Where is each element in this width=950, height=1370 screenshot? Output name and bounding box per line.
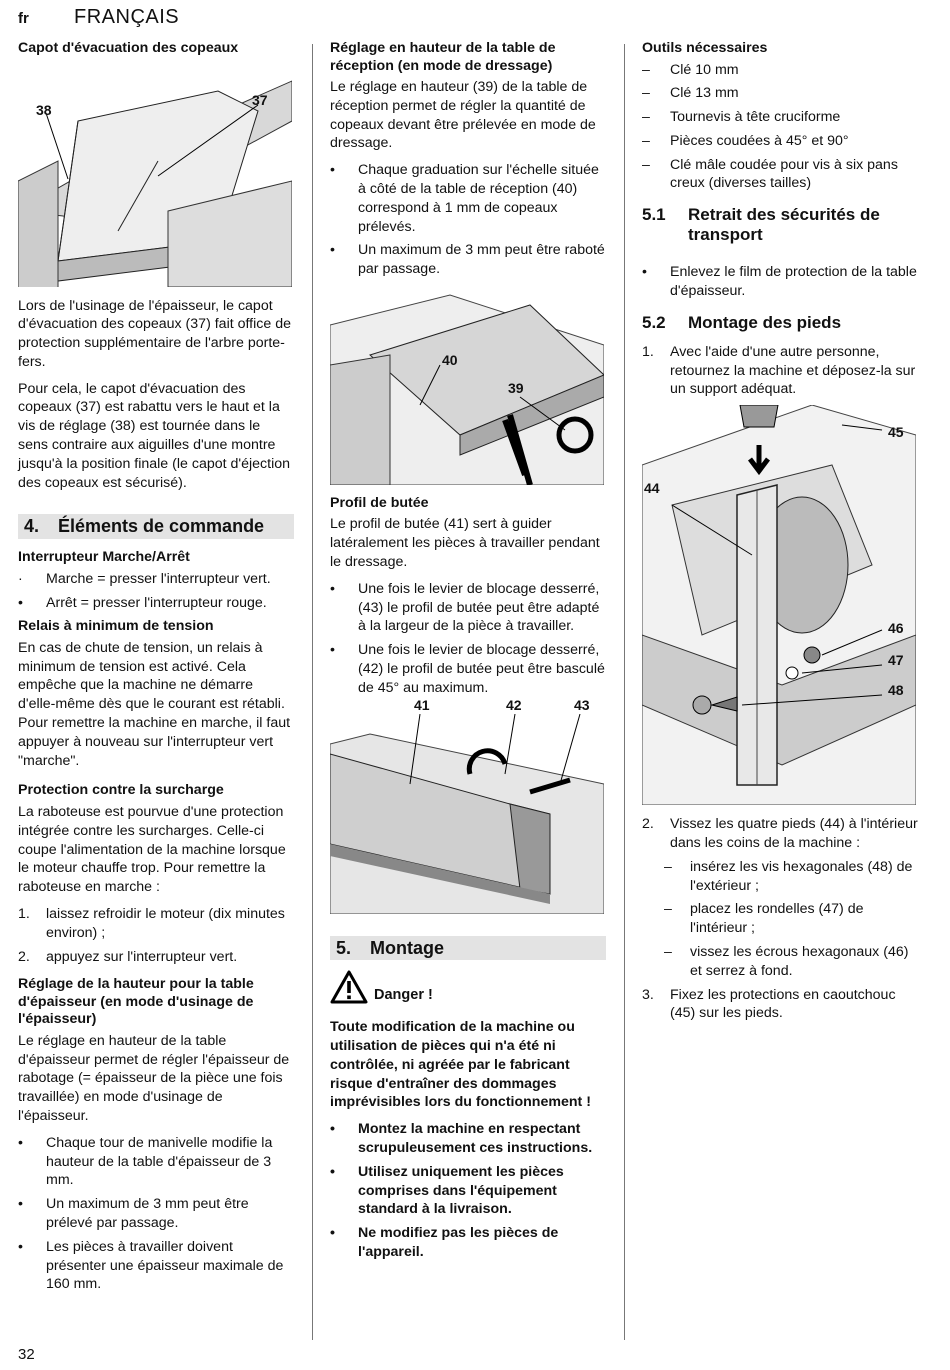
- paragraph: Le profil de butée (41) sert à guider latéralement les pièces à travailler pendant le dressage.: [330, 516, 600, 571]
- list-item: • Chaque tour de manivelle modifie la hauteur de la table d'épaisseur de 3 mm.: [18, 1134, 273, 1189]
- callout-42: 42: [506, 696, 522, 713]
- list-item: • Un maximum de 3 mm peut être raboté par passage.: [330, 242, 605, 278]
- heading-surcharge: Protection contre la surcharge: [18, 782, 224, 799]
- callout-39: 39: [508, 379, 524, 396]
- list-reception: [330, 161, 606, 279]
- heading-interrupteur: Interrupteur Marche/Arrêt: [18, 549, 190, 566]
- column-divider: [624, 44, 625, 1340]
- column-3: [642, 40, 918, 1029]
- list-item: • Les pièces à travailler doivent présenter une épaisseur maximale de 160 mm.: [18, 1238, 284, 1293]
- list-item: • Arrêt = presser l'interrupteur rouge.: [18, 594, 267, 611]
- page-number: 32: [18, 1346, 35, 1363]
- danger-text: Toute modification de la machine ou utilisation de pièces qui n'a été ni contrôlée, ni agréée par le fabricant risque d'entraîner des dommages imprévisibles lors du fonctionnement !: [330, 1019, 591, 1111]
- list-item: – Clé 13 mm: [642, 85, 739, 102]
- list-danger: [330, 1120, 606, 1262]
- language-code: fr: [18, 10, 29, 27]
- list-item: • Ne modifiez pas les pièces de l'appareil.: [330, 1225, 559, 1260]
- heading-reglage-hauteur: Réglage de la hauteur pour la table d'épaisseur (en mode d'usinage de l'épaisseur): [18, 976, 254, 1028]
- list-item: 1. Avec l'aide d'une autre personne, retournez la machine et déposez-la sur un support adéquat.: [642, 343, 916, 398]
- list-interrupteur: [18, 570, 294, 613]
- heading-relais: Relais à minimum de tension: [18, 618, 214, 635]
- list-item: – vissez les écrous hexagonaux (46) et serrez à fond.: [664, 944, 909, 979]
- paragraph: La raboteuse est pourvue d'une protection intégrée contre les surcharges. Celle-ci coupe l'alimentation de la machine lorsque le moteur chauffe trop. Pour remettre la raboteuse en marche :: [18, 803, 286, 896]
- list-item: – insérez les vis hexagonales (48) de l'extérieur ;: [664, 858, 913, 894]
- column-1: [18, 40, 294, 1300]
- callout-40: 40: [442, 351, 458, 368]
- callout-37: 37: [252, 91, 268, 108]
- callout-48: 48: [888, 682, 904, 699]
- column-divider: [312, 44, 313, 1340]
- callout-44: 44: [644, 480, 660, 497]
- list-item: – Tournevis à tête cruciforme: [642, 109, 841, 126]
- list-item: • Montez la machine en respectant scrupuleusement ces instructions.: [330, 1121, 593, 1157]
- callout-41: 41: [414, 696, 430, 713]
- danger-heading: [330, 970, 606, 1010]
- list-reglage: [18, 1134, 294, 1294]
- list-item: · Marche = presser l'interrupteur vert.: [18, 570, 271, 587]
- list-step-1: [642, 343, 918, 399]
- list-item: • Une fois le levier de blocage desserré, (42) le profil de butée peut être basculé de 45° au maximum.: [330, 642, 605, 696]
- list-item: • Un maximum de 3 mm peut être prélevé par passage.: [18, 1196, 249, 1231]
- list-outils: [642, 61, 918, 194]
- column-2: [330, 40, 606, 1268]
- heading-capot: Capot d'évacuation des copeaux: [18, 40, 239, 56]
- list-surcharge: [18, 905, 294, 966]
- list-steps-2-3: [642, 815, 918, 1023]
- paragraph: Le réglage en hauteur (39) de la table de réception permet de régler la quantité de copeaux devant être prélevée en mode de dressage.: [330, 79, 596, 152]
- paragraph: En cas de chute de tension, un relais à minimum de tension est activé. Cela empêche que la machine ne démarre d'elle-même dès que le courant est rétabli. Pour remettre la machine en marche, il faut appuyer à nouveau sur l'interrupteur vert "marche".: [18, 639, 291, 769]
- danger-title: Danger !: [374, 986, 433, 1003]
- figure-legs-assembly: [642, 405, 918, 805]
- subsection-5-2: 5.2 Montage des pieds: [642, 312, 842, 332]
- callout-43: 43: [574, 696, 590, 713]
- figure-outfeed-table: [330, 285, 606, 485]
- paragraph: Pour cela, le capot d'évacuation des copeaux (37) est rabattu vers le haut et la vis de réglage (38) est tournée dans le sens contraire aux aiguilles d'une montre jusqu'à la position finale (le capot d'éjection des copeaux est sécurisé).: [18, 380, 291, 491]
- list-item: • Une fois le levier de blocage desserré, (43) le profil de butée peut être adapté à la largeur de la pièce à travailler.: [330, 580, 600, 635]
- callout-45: 45: [888, 424, 904, 441]
- list-transport: [642, 263, 918, 301]
- list-item: 3. Fixez les protections en caoutchouc (45) sur les pieds.: [642, 986, 896, 1022]
- callout-46: 46: [888, 620, 904, 637]
- list-item: • Enlevez le film de protection de la table d'épaisseur.: [642, 264, 917, 300]
- list-item: – Clé mâle coudée pour vis à six pans creux (diverses tailles): [642, 156, 898, 192]
- paragraph: Lors de l'usinage de l'épaisseur, le capot d'évacuation des copeaux (37) fait office de protection supplémentaire de l'arbre porte-fers.: [18, 297, 291, 370]
- header-title: FRANÇAIS: [74, 6, 180, 28]
- list-item: 1. laissez refroidir le moteur (dix minutes environ) ;: [18, 905, 285, 941]
- list-item: – placez les rondelles (47) de l'intérieur ;: [664, 901, 864, 937]
- figure-fence-profile: [330, 696, 606, 914]
- section-heading-4: 4. Éléments de commande: [18, 514, 294, 539]
- figure-chip-hood: [18, 61, 294, 287]
- list-item: – Clé 10 mm: [642, 61, 739, 78]
- section-heading-5: 5. Montage: [330, 936, 606, 961]
- list-item: • Chaque graduation sur l'échelle située à côté de la table de réception (40) correspond à 1 mm de copeaux prélevés.: [330, 162, 599, 235]
- subsection-5-1: 5.1 Retrait des sécurités de transport: [642, 205, 880, 245]
- callout-47: 47: [888, 652, 904, 669]
- heading-outils: Outils nécessaires: [642, 40, 768, 56]
- paragraph: Le réglage en hauteur de la table d'épaisseur permet de régler l'épaisseur de rabotage (= épaisseur de la pièce une fois travaillée) en mode d'usinage de l'épaisseur.: [18, 1032, 290, 1124]
- list-butee: [330, 580, 606, 698]
- list-item: – Pièces coudées à 45° et 90°: [642, 132, 849, 149]
- list-item: • Utilisez uniquement les pièces comprises dans l'équipement standard à la livraison.: [330, 1163, 564, 1218]
- heading-butee: Profil de butée: [330, 494, 429, 511]
- warning-triangle-icon: [330, 970, 368, 1010]
- heading-reception: Réglage en hauteur de la table de réception (en mode de dressage): [330, 40, 556, 74]
- list-item: 2. appuyez sur l'interrupteur vert.: [18, 948, 238, 965]
- callout-38: 38: [36, 101, 52, 118]
- list-item: 2. Vissez les quatre pieds (44) à l'intérieur dans les coins de la machine :: [642, 816, 918, 852]
